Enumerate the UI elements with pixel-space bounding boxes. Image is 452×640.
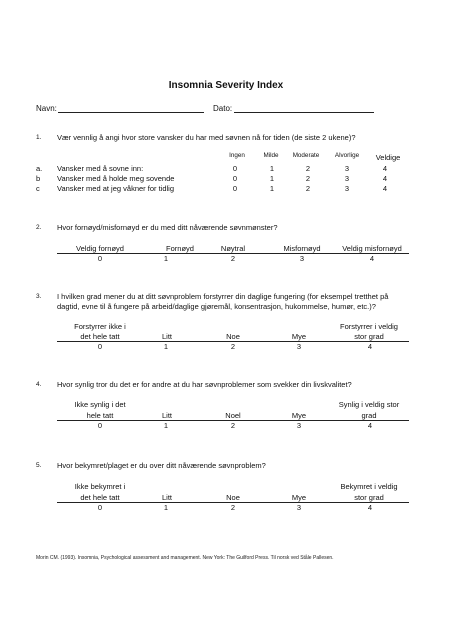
navn-field-line[interactable]	[58, 112, 204, 113]
q5-text: Hvor bekymret/plaget er du over ditt nåværende søvnproblem?	[57, 461, 266, 470]
q2-value-2[interactable]: 2	[230, 254, 236, 263]
q5-value-2[interactable]: 2	[230, 503, 236, 512]
q4-value-1[interactable]: 1	[163, 421, 169, 430]
q3-number: 3.	[36, 293, 42, 300]
q4-value-2[interactable]: 2	[230, 421, 236, 430]
q1-a-value-3[interactable]: 3	[344, 164, 350, 173]
q1-c-value-0[interactable]: 0	[232, 184, 238, 193]
q1-row-b-label: Vansker med å holde meg sovende	[57, 174, 175, 183]
navn-label: Navn:	[36, 104, 57, 113]
q3-last-label-line1: Forstyrrer i veldig	[340, 322, 398, 331]
q2-option-3: Misfornøyd	[283, 244, 321, 253]
q3-label-mye: Mye	[291, 332, 307, 341]
q1-c-value-1[interactable]: 1	[269, 184, 275, 193]
q5-label-noe: Noe	[226, 493, 240, 502]
q3-text-line1: I hvilken grad mener du at ditt søvnproblem forstyrrer din daglige fungering (for eksempel tretthet på	[57, 292, 389, 301]
q5-value-0[interactable]: 0	[97, 503, 103, 512]
q1-row-c-letter: c	[36, 184, 40, 193]
q2-number: 2.	[36, 224, 42, 231]
q3-label-noe: Noe	[226, 332, 240, 341]
q4-first-label-line1: Ikke synlig i det	[74, 400, 126, 409]
q1-row-c-label: Vansker med at jeg våkner for tidlig	[57, 184, 175, 193]
q1-row-a-letter: a.	[36, 164, 43, 173]
q1-header-moderate: Moderate	[292, 152, 320, 159]
q2-value-3[interactable]: 3	[299, 254, 305, 263]
q5-last-label-line2: stor grad	[354, 493, 384, 502]
q2-value-4[interactable]: 4	[369, 254, 375, 263]
q5-first-label-line2: det hele tatt	[80, 493, 120, 502]
q4-number: 4.	[36, 381, 42, 388]
q1-header-ingen: Ingen	[229, 152, 245, 159]
q1-c-value-3[interactable]: 3	[344, 184, 350, 193]
q4-last-label-line1: Synlig i veldig stor	[338, 400, 400, 409]
q1-a-value-4[interactable]: 4	[382, 164, 388, 173]
q5-first-label-line1: Ikke bekymret i	[74, 482, 126, 491]
footer-citation: Morin CM. (1993). Insomnia, Psychological assessment and management. New York: The Guilford Press. Til norsk ved Ståle Pallesen.	[36, 555, 334, 561]
q1-a-value-0[interactable]: 0	[232, 164, 238, 173]
q1-number: 1.	[36, 134, 42, 141]
q1-b-value-1[interactable]: 1	[269, 174, 275, 183]
q1-row-a-label: Vansker med å sovne inn:	[57, 164, 144, 173]
q2-value-0[interactable]: 0	[97, 254, 103, 263]
dato-label: Dato:	[213, 104, 233, 113]
q3-value-1[interactable]: 1	[163, 342, 169, 351]
q5-value-3[interactable]: 3	[296, 503, 302, 512]
q1-b-value-2[interactable]: 2	[305, 174, 311, 183]
q3-value-3[interactable]: 3	[296, 342, 302, 351]
q1-header-alvorlige: Alvorlige	[334, 152, 360, 159]
q3-value-4[interactable]: 4	[367, 342, 373, 351]
q2-option-2: Nøytral	[220, 244, 246, 253]
q5-last-label-line1: Bekymret i veldig	[340, 482, 398, 491]
q1-header-milde: Milde	[263, 152, 279, 159]
q1-a-value-1[interactable]: 1	[269, 164, 275, 173]
q1-text: Vær vennlig å angi hvor store vansker du har med søvnen nå for tiden (de siste 2 ukene)?	[57, 133, 356, 142]
q5-number: 5.	[36, 462, 42, 469]
q4-first-label-line2: hele tatt	[86, 411, 114, 420]
q1-row-b-letter: b	[36, 174, 41, 183]
page-title: Insomnia Severity Index	[168, 80, 284, 91]
q3-first-label-line1: Forstyrrer ikke i	[74, 322, 126, 331]
q5-label-mye: Mye	[291, 493, 307, 502]
q1-a-value-2[interactable]: 2	[305, 164, 311, 173]
q1-header-veldige: Veldige	[375, 153, 401, 162]
q2-text: Hvor fornøyd/misfornøyd er du med ditt nåværende søvnmønster?	[57, 223, 278, 232]
q4-label-mye: Mye	[291, 411, 307, 420]
q4-label-litt: Litt	[161, 411, 172, 420]
dato-field-line[interactable]	[234, 112, 374, 113]
q2-option-1: Fornøyd	[166, 244, 194, 253]
q4-last-label-line2: grad	[361, 411, 377, 420]
q3-value-0[interactable]: 0	[97, 342, 103, 351]
q4-value-0[interactable]: 0	[97, 421, 103, 430]
q3-label-litt: Litt	[161, 332, 172, 341]
q2-value-1[interactable]: 1	[163, 254, 169, 263]
q3-first-label-line2: det hele tatt	[80, 332, 120, 341]
q5-label-litt: Litt	[161, 493, 172, 502]
q3-value-2[interactable]: 2	[230, 342, 236, 351]
q4-label-noel: Noel	[225, 411, 241, 420]
q3-text-line2: dagtid, evne til å fungere på arbeid/daglige gjøremål, konsentrasjon, hukommelse, humør, etc.)?	[57, 302, 376, 311]
q2-option-0: Veldig fornøyd	[76, 244, 124, 253]
q1-c-value-2[interactable]: 2	[305, 184, 311, 193]
q4-value-4[interactable]: 4	[367, 421, 373, 430]
q3-last-label-line2: stor grad	[354, 332, 384, 341]
q1-b-value-4[interactable]: 4	[382, 174, 388, 183]
q5-value-1[interactable]: 1	[163, 503, 169, 512]
q1-b-value-3[interactable]: 3	[344, 174, 350, 183]
q1-b-value-0[interactable]: 0	[232, 174, 238, 183]
q2-option-4: Veldig misfornøyd	[342, 244, 402, 253]
q4-value-3[interactable]: 3	[296, 421, 302, 430]
q4-text: Hvor synlig tror du det er for andre at du har søvnproblemer som svekker din livskvalitet?	[57, 380, 352, 389]
q1-c-value-4[interactable]: 4	[382, 184, 388, 193]
q5-value-4[interactable]: 4	[367, 503, 373, 512]
